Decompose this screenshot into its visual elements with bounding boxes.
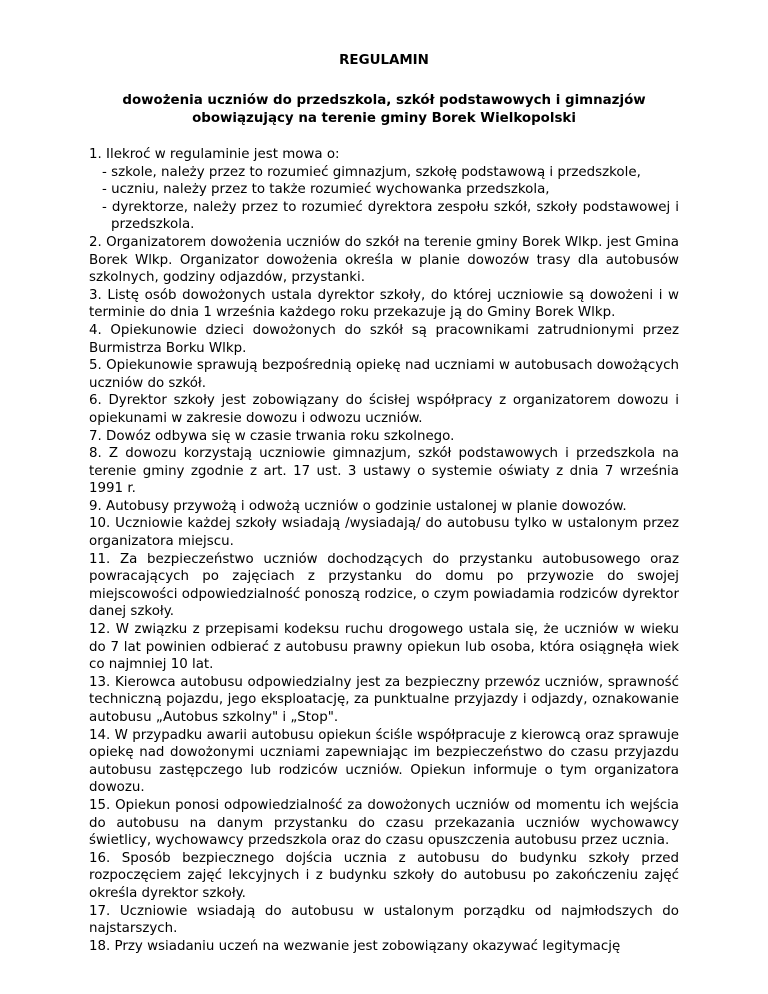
regulation-item: 11. Za bezpieczeństwo uczniów dochodzących do przystanku autobusowego oraz powracających po zajęciach z przystanku do domu po przywozie do swojej miejscowości odpowiedzialność ponoszą rodzice, o czym powiadamia rodziców dyrektor danej szkoły. (89, 551, 679, 620)
document-page (89, 40, 679, 955)
regulation-item: 4. Opiekunowie dzieci dowożonych do szkół są pracownikami zatrudnionymi przez Burmistrza Borku Wlkp. (89, 322, 679, 356)
regulation-item: 15. Opiekun ponosi odpowiedzialność za dowożonych uczniów od momentu ich wejścia do autobusu na danym przystanku do czasu przekazania uczniów wychowawcy świetlicy, wychowawcy przedszkola oraz do czasu opuszczenia autobusu przez ucznia. (89, 797, 679, 849)
regulation-item: 9. Autobusy przywożą i odwożą uczniów o godzinie ustalonej w planie dowozów. (89, 498, 627, 514)
regulation-item: 8. Z dowozu korzystają uczniowie gimnazjum, szkół podstawowych i przedszkola na terenie gminy zgodnie z art. 17 ust. 3 ustawy o systemie oświaty z dnia 7 września 1991 r. (89, 446, 679, 497)
document-subtitle (89, 92, 679, 128)
subtitle-line-2: obowiązujący na terenie gminy Borek Wielkopolski (192, 111, 576, 126)
item-1-sub: - uczniu, należy przez to także rozumieć wychowanka przedszkola, (102, 182, 550, 198)
regulation-item: 13. Kierowca autobusu odpowiedzialny jest za bezpieczny przewóz uczniów, sprawność techniczną pojazdu, jego eksploatację, za punktualne przyjazdy i odjazdy, oznakowanie autobusu „Autobus szkolny" i „Stop". (89, 674, 679, 725)
regulation-content (89, 146, 679, 955)
regulation-item: 6. Dyrektor szkoły jest zobowiązany do ścisłej współpracy z organizatorem dowozu i opiekunami w zakresie dowozu i odwozu uczniów. (89, 393, 679, 426)
item-1-sub: - dyrektorze, należy przez to rozumieć dyrektora zespołu szkół, szkoły podstawowej i przedszkola. (102, 199, 679, 233)
item-1-intro: 1. Ilekroć w regulaminie jest mowa o: (89, 147, 340, 162)
regulation-item: 18. Przy wsiadaniu uczeń na wezwanie jest zobowiązany okazywać legitymację (89, 938, 621, 954)
regulation-item: 14. W przypadku awarii autobusu opiekun ściśle współpracuje z kierowcą oraz sprawuje opiekę nad dowożonymi uczniami zapewniając im bezpieczeństwo do czasu przyjazdu autobusu zastępczego lub rodziców uczniów. Opiekun informuje o tym organizatora dowozu. (89, 727, 679, 796)
regulation-item: 2. Organizatorem dowożenia uczniów do szkół na terenie gminy Borek Wlkp. jest Gmina Borek Wlkp. Organizator dowożenia określa w planie dowozów trasy dla autobusów szkolnych, godziny odjazdów, przystanki. (89, 234, 679, 286)
document-title: REGULAMIN (339, 53, 429, 68)
regulation-item: 3. Listę osób dowożonych ustala dyrektor szkoły, do której uczniowie są dowożeni i w terminie do dnia 1 września każdego roku przekazuje ją do Gminy Borek Wlkp. (89, 287, 679, 321)
regulation-item: 5. Opiekunowie sprawują bezpośrednią opiekę nad uczniami w autobusach dowożących uczniów do szkół. (89, 358, 679, 391)
regulation-item: 17. Uczniowie wsiadają do autobusu w ustalonym porządku od najmłodszych do najstarszych. (89, 903, 679, 937)
regulation-item: 10. Uczniowie każdej szkoły wsiadają /wysiadają/ do autobusu tylko w ustalonym przez organizatora miejscu. (89, 516, 679, 550)
regulation-item: 7. Dowóz odbywa się w czasie trwania roku szkolnego. (89, 428, 455, 444)
regulation-item: 16. Sposób bezpiecznego dojścia ucznia z autobusu do budynku szkoły przed rozpoczęciem zajęć lekcyjnych i z budynku szkoły do autobusu po zakończeniu zajęć określa dyrektor szkoły. (89, 850, 679, 901)
subtitle-line-1: dowożenia uczniów do przedszkola, szkół podstawowych i gimnazjów (122, 93, 646, 108)
item-1-sub: - szkole, należy przez to rozumieć gimnazjum, szkołę podstawową i przedszkole, (102, 164, 641, 180)
regulation-item: 12. W związku z przepisami kodeksu ruchu drogowego ustala się, że uczniów w wieku do 7 lat powinien odbierać z autobusu prawny opiekun lub osoba, która osiągnęła wiek co najmniej 10 lat. (89, 622, 679, 673)
